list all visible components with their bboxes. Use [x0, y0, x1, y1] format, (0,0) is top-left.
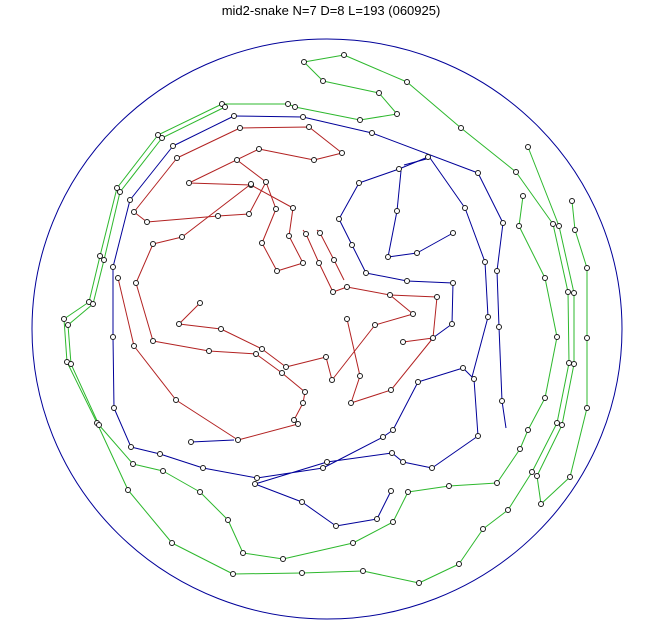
- boundary-circle: [32, 39, 622, 619]
- vertex-marker: [395, 112, 400, 117]
- vertex-marker: [526, 145, 531, 150]
- vertex-marker: [370, 131, 375, 136]
- strand-line: [317, 230, 344, 280]
- vertex-marker: [551, 222, 556, 227]
- vertex-marker: [177, 322, 182, 327]
- vertex-marker: [241, 551, 246, 556]
- vertex-marker: [161, 469, 166, 474]
- strand-line: [64, 55, 569, 583]
- vertex-marker: [112, 406, 117, 411]
- vertex-marker: [483, 260, 488, 265]
- vertex-marker: [223, 105, 228, 110]
- path-strand-red-14: [347, 295, 437, 403]
- vertex-marker: [391, 428, 396, 433]
- vertex-marker: [287, 234, 292, 239]
- vertex-marker: [539, 502, 544, 507]
- vertex-marker: [543, 396, 548, 401]
- vertex-marker: [415, 251, 420, 256]
- vertex-marker: [486, 315, 491, 320]
- vertex-marker: [459, 126, 464, 131]
- vertex-marker: [207, 349, 212, 354]
- vertex-marker: [389, 388, 394, 393]
- strand-line: [179, 230, 413, 380]
- strand-line: [403, 338, 433, 342]
- vertex-marker: [301, 261, 306, 266]
- vertex-marker: [431, 336, 436, 341]
- vertex-marker: [321, 466, 326, 471]
- vertex-marker: [411, 312, 416, 317]
- vertex-marker: [180, 235, 185, 240]
- path-strand-blue-7: [388, 171, 453, 257]
- vertex-marker: [481, 527, 486, 532]
- vertex-marker: [340, 151, 345, 156]
- vertex-marker: [304, 232, 309, 237]
- vertex-marker: [171, 144, 176, 149]
- vertex-marker: [257, 147, 262, 152]
- vertex-marker: [128, 198, 133, 203]
- vertex-marker: [497, 325, 502, 330]
- vertex-marker: [357, 181, 362, 186]
- vertex-marker: [69, 362, 74, 367]
- vertex-marker: [226, 518, 231, 523]
- vertex-marker: [307, 125, 312, 130]
- vertex-marker: [472, 377, 477, 382]
- vertex-marker: [518, 447, 523, 452]
- vertex-marker: [145, 220, 150, 225]
- path-strand-red-12: [179, 230, 413, 380]
- vertex-marker: [405, 80, 410, 85]
- vertex-marker: [500, 399, 505, 404]
- vertex-marker: [450, 322, 455, 327]
- vertex-marker: [300, 571, 305, 576]
- vertex-marker: [337, 217, 342, 222]
- path-strand-green-0: [64, 55, 569, 583]
- vertex-marker: [517, 224, 522, 229]
- vertex-marker: [232, 114, 237, 119]
- vertex-marker: [312, 158, 317, 163]
- vertex-marker: [406, 490, 411, 495]
- vertex-marker: [175, 156, 180, 161]
- vertex-marker: [555, 335, 560, 340]
- vertex-marker: [330, 378, 335, 383]
- path-strand-blue-3: [113, 116, 478, 526]
- strand-line: [191, 440, 234, 442]
- vertex-marker: [300, 500, 305, 505]
- plot-title: mid2-snake N=7 D=8 L=193 (060925): [221, 3, 441, 18]
- vertex-marker: [381, 435, 386, 440]
- vertex-marker: [216, 214, 221, 219]
- vertex-marker: [572, 362, 577, 367]
- vertex-marker: [555, 421, 560, 426]
- vertex-marker: [342, 53, 347, 58]
- strand-line: [404, 158, 488, 377]
- vertex-marker: [373, 323, 378, 328]
- vertex-marker: [391, 520, 396, 525]
- vertex-marker: [585, 336, 590, 341]
- vertex-marker: [461, 366, 466, 371]
- vertex-marker: [375, 517, 380, 522]
- vertex-marker: [388, 293, 393, 298]
- vertex-marker: [264, 180, 269, 185]
- vertex-marker: [405, 279, 410, 284]
- vertex-marker: [235, 158, 240, 163]
- vertex-marker: [345, 317, 350, 322]
- vertex-marker: [567, 361, 572, 366]
- vertex-marker: [395, 209, 400, 214]
- vertex-marker: [426, 155, 431, 160]
- vertex-marker: [189, 440, 194, 445]
- vertex-marker: [476, 434, 481, 439]
- vertex-marker: [255, 476, 260, 481]
- vertex-marker: [260, 347, 265, 352]
- vertex-marker: [284, 365, 289, 370]
- vertex-marker: [62, 317, 67, 322]
- vertex-marker: [476, 171, 481, 176]
- vertex-marker: [219, 327, 224, 332]
- vertex-marker: [253, 482, 258, 487]
- vertex-marker: [334, 524, 339, 529]
- vertex-marker: [302, 60, 307, 65]
- vertex-marker: [126, 488, 131, 493]
- vertex-marker: [361, 569, 366, 574]
- vertex-marker: [573, 228, 578, 233]
- vertex-marker: [111, 335, 116, 340]
- vertex-marker: [358, 374, 363, 379]
- vertex-marker: [301, 115, 306, 120]
- vertex-marker: [296, 422, 301, 427]
- vertex-marker: [174, 398, 179, 403]
- vertex-marker: [160, 136, 165, 141]
- vertex-marker: [132, 344, 137, 349]
- vertex-marker: [131, 462, 136, 467]
- vertex-marker: [151, 339, 156, 344]
- vertex-marker: [66, 323, 71, 328]
- vertex-marker: [345, 285, 350, 290]
- path-strand-blue-8: [191, 440, 234, 442]
- vertex-marker: [198, 301, 203, 306]
- vertex-marker: [568, 475, 573, 480]
- vertex-marker: [170, 541, 175, 546]
- vertex-marker: [280, 371, 285, 376]
- vertex-marker: [377, 91, 382, 96]
- strand-line: [388, 171, 453, 257]
- strand-line: [347, 295, 437, 403]
- vertex-marker: [506, 508, 511, 513]
- vertex-marker: [281, 557, 286, 562]
- vertex-marker: [151, 242, 156, 247]
- vertex-marker: [301, 401, 306, 406]
- vertex-marker: [430, 466, 435, 471]
- vertex-marker: [535, 474, 540, 479]
- vertex-marker: [495, 269, 500, 274]
- vertex-marker: [526, 428, 531, 433]
- vertex-marker: [585, 266, 590, 271]
- vertex-marker: [198, 490, 203, 495]
- vertex-marker: [187, 181, 192, 186]
- vertex-marker: [390, 451, 395, 456]
- vertex-marker: [530, 470, 535, 475]
- vertex-marker: [324, 355, 329, 360]
- vertex-marker: [572, 291, 577, 296]
- vertex-marker: [401, 460, 406, 465]
- vertex-marker: [331, 290, 336, 295]
- vertex-marker: [158, 452, 163, 457]
- vertex-marker: [132, 210, 137, 215]
- vertex-marker: [293, 105, 298, 110]
- vertex-marker: [98, 254, 103, 259]
- vertex-marker: [97, 423, 102, 428]
- vertex-marker: [560, 423, 565, 428]
- vertex-marker: [274, 207, 279, 212]
- vertex-marker: [318, 231, 323, 236]
- vertex-marker: [463, 206, 468, 211]
- vertex-marker: [332, 258, 337, 263]
- vertex-marker: [317, 261, 322, 266]
- vertex-marker: [501, 221, 506, 226]
- vertex-marker: [102, 258, 107, 263]
- vertex-marker: [349, 401, 354, 406]
- vertex-marker: [325, 460, 330, 465]
- vertex-marker: [401, 340, 406, 345]
- vertex-marker: [457, 562, 462, 567]
- vertex-marker: [291, 206, 296, 211]
- vertex-marker: [351, 541, 356, 546]
- vertex-marker: [134, 281, 139, 286]
- vertex-marker: [236, 438, 241, 443]
- vertex-marker: [275, 269, 280, 274]
- vertex-marker: [435, 295, 440, 300]
- vertex-marker: [118, 190, 123, 195]
- vertex-marker: [201, 466, 206, 471]
- vertex-marker: [260, 241, 265, 246]
- vertex-marker: [495, 481, 500, 486]
- vertex-marker: [254, 352, 259, 357]
- vertex-marker: [417, 581, 422, 586]
- vertex-marker: [91, 302, 96, 307]
- vertex-marker: [570, 199, 575, 204]
- vertex-marker: [350, 243, 355, 248]
- vertex-marker: [358, 118, 363, 123]
- vertex-marker: [247, 212, 252, 217]
- vertex-marker: [364, 271, 369, 276]
- vertex-marker: [566, 290, 571, 295]
- path-strand-red-15: [403, 338, 433, 342]
- vertex-marker: [543, 276, 548, 281]
- vertex-marker: [249, 182, 254, 187]
- vertex-marker: [521, 194, 526, 199]
- vertex-marker: [321, 79, 326, 84]
- vertex-marker: [514, 170, 519, 175]
- vertex-marker: [397, 167, 402, 172]
- strand-line: [113, 116, 478, 526]
- vertex-marker: [389, 489, 394, 494]
- vertex-marker: [585, 406, 590, 411]
- vertex-marker: [129, 445, 134, 450]
- path-strand-red-13: [317, 230, 344, 280]
- vertex-marker: [416, 380, 421, 385]
- vertex-marker: [116, 276, 121, 281]
- vertex-marker: [111, 265, 116, 270]
- vertex-marker: [238, 126, 243, 131]
- vertex-marker: [451, 231, 456, 236]
- path-strand-blue-6: [404, 158, 488, 377]
- vertex-marker: [292, 418, 297, 423]
- vertex-marker: [231, 572, 236, 577]
- vertex-marker: [451, 281, 456, 286]
- vertex-marker: [303, 390, 308, 395]
- vertex-marker: [286, 102, 291, 107]
- vertex-marker: [447, 484, 452, 489]
- vertex-marker: [557, 224, 562, 229]
- vertex-marker: [386, 255, 391, 260]
